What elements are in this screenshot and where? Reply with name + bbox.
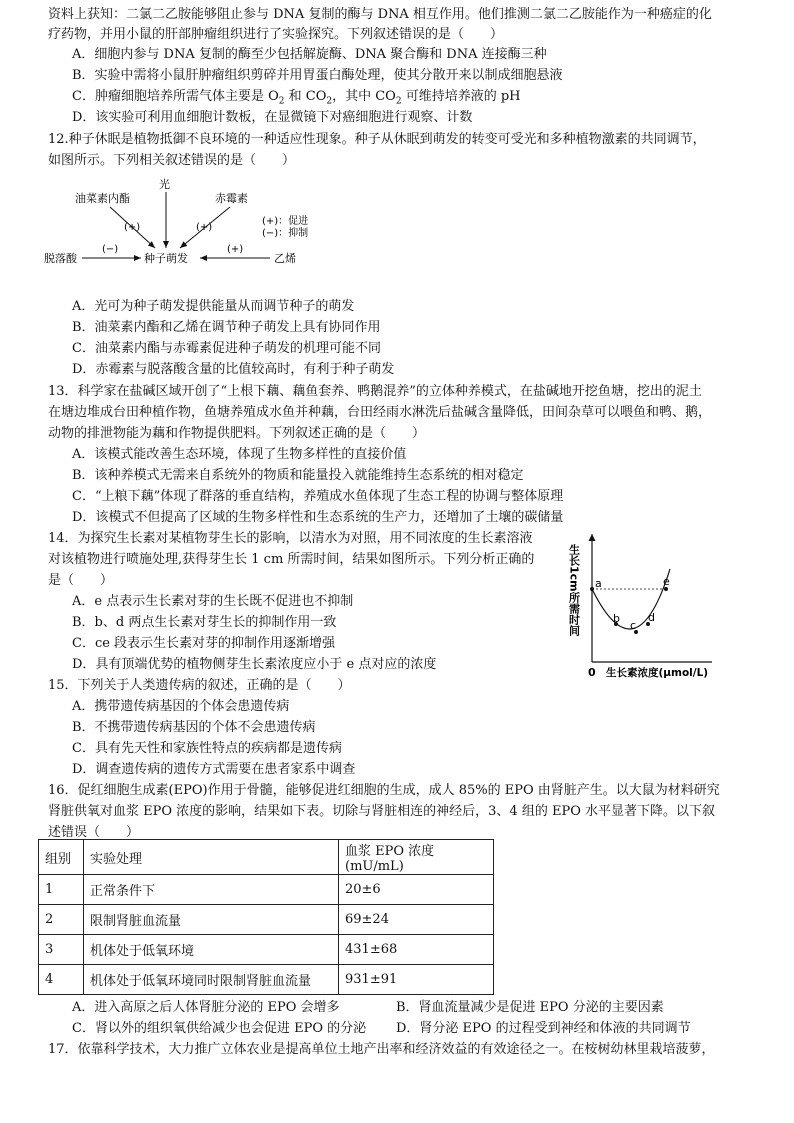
q11-c-part3: ，其中 CO bbox=[332, 89, 396, 104]
table-cell: 4 bbox=[39, 965, 84, 995]
aba-label: 脱落酸 bbox=[44, 252, 77, 265]
q15-option-d[interactable]: D．调查遗传病的遗传方式需要在患者家系中调查 bbox=[72, 762, 356, 777]
q12-stem-line1: 12.种子休眠是植物抵御不良环境的一种适应性现象。种子从休眠到萌发的转变可受光和多种植物激素的共同调节， bbox=[48, 132, 706, 147]
q11-c-part1: C．肿瘤细胞培养所需气体主要是 O bbox=[72, 89, 279, 104]
table-cell: 431±68 bbox=[339, 935, 494, 965]
light-label: 光 bbox=[159, 178, 170, 191]
q16-stem-line2: 肾脏供氧对血浆 EPO 浓度的影响，结果如下表。切除与肾脏相连的神经后，3、4 组的 EPO 水平显著下降。以下叙 bbox=[48, 804, 715, 819]
sign-gibberellin: (+) bbox=[196, 222, 213, 233]
q16-option-c[interactable]: C．肾以外的组织氧供给减少也会促进 EPO 的分泌 bbox=[72, 1021, 367, 1036]
table-row bbox=[39, 965, 494, 995]
origin-label: 0 bbox=[588, 666, 596, 678]
legend-promote: (+)：促进 bbox=[262, 216, 309, 227]
table-cell: 3 bbox=[39, 935, 84, 965]
q12-option-c[interactable]: C．油菜素内酯与赤霉素促进种子萌发的机理可能不同 bbox=[72, 341, 381, 356]
q13-option-a[interactable]: A．该模式能改善生态环境，体现了生物多样性的直接价值 bbox=[72, 447, 407, 462]
q13-option-b[interactable]: B．该种养模式无需来自系统外的物质和能量投入就能维持生态系统的相对稳定 bbox=[72, 468, 524, 483]
q12-option-b[interactable]: B．油菜素内酯和乙烯在调节种子萌发上具有协同作用 bbox=[72, 320, 381, 335]
table-row bbox=[39, 875, 494, 905]
q12-stem-line2: 如图所示。下列相关叙述错误的是（ ） bbox=[48, 153, 296, 168]
q11-option-a[interactable]: A．细胞内参与 DNA 复制的酶至少包括解旋酶、DNA 聚合酶和 DNA 连接酶三种 bbox=[72, 47, 547, 62]
header-group: 组别 bbox=[39, 840, 84, 875]
germination-label: 种子萌发 bbox=[144, 252, 188, 265]
q11-stem-line2: 疗药物，并用小鼠的肝部肿瘤组织进行了实验探究。下列叙述错误的是（ ） bbox=[48, 27, 504, 42]
q16-stem-line1: 16．促红细胞生成素(EPO)作用于骨髓，能够促进红细胞的生成，成人 85%的 EPO 由肾脏产生。以大鼠为材料研究 bbox=[48, 783, 720, 798]
q16-option-a[interactable]: A．进入高原之后人体肾脏分泌的 EPO 会增多 bbox=[72, 1000, 340, 1015]
q12-option-a[interactable]: A．光可为种子萌发提供能量从而调节种子的萌发 bbox=[72, 299, 355, 314]
q11-option-c[interactable] bbox=[72, 87, 758, 107]
ethylene-label: 乙烯 bbox=[274, 252, 296, 265]
q11-c-sub1: 2 bbox=[278, 96, 285, 107]
q11-c-sub2: 2 bbox=[326, 96, 333, 107]
q11-c-part4: 可维持培养液的 pH bbox=[401, 89, 521, 104]
table-row bbox=[39, 935, 494, 965]
q14-option-c[interactable]: C．ce 段表示生长素对芽的抑制作用逐渐增强 bbox=[72, 636, 336, 651]
header-epo: 血浆 EPO 浓度(mU/mL) bbox=[339, 840, 494, 875]
q16-option-d[interactable]: D．肾分泌 EPO 的过程受到神经和体液的共同调节 bbox=[396, 1021, 691, 1036]
q11-stem-line1: 资料上获知：二氯二乙胺能够阻止参与 DNA 复制的酶与 DNA 相互作用。他们推测二氯二乙胺能作为一种癌症的化 bbox=[48, 7, 712, 22]
q14-option-a[interactable]: A．e 点表示生长素对芽的生长既不促进也不抑制 bbox=[72, 594, 354, 609]
table-cell: 机体处于低氧环境同时限制肾脏血流量 bbox=[84, 965, 339, 995]
q11-option-b[interactable]: B．实验中需将小鼠肝肿瘤组织剪碎并用胃蛋白酶处理，使其分散开来以制成细胞悬液 bbox=[72, 68, 563, 83]
table-cell: 机体处于低氧环境 bbox=[84, 935, 339, 965]
q13-stem-line2: 在塘边堆成台田种植作物，鱼塘养殖成水鱼并种藕，台田经雨水淋洗后盐碱含量降低，田间杂草可以喂鱼和鸭、鹅， bbox=[48, 405, 712, 420]
table-cell: 20±6 bbox=[339, 875, 494, 905]
label-e: e bbox=[663, 575, 670, 588]
table-cell: 2 bbox=[39, 905, 84, 935]
table-cell: 931±91 bbox=[339, 965, 494, 995]
q16-stem-line3: 述错误（ ） bbox=[48, 825, 140, 840]
table-cell: 限制肾脏血流量 bbox=[84, 905, 339, 935]
q11-c-sub3: 2 bbox=[395, 96, 402, 107]
germination-diagram bbox=[40, 178, 340, 274]
point-a bbox=[590, 587, 594, 591]
table-cell: 1 bbox=[39, 875, 84, 905]
q14-stem-line2: 对该植物进行喷施处理,获得芽生长 1 cm 所需时间，结果如图所示。下列分析正确的 bbox=[48, 552, 535, 567]
table-row bbox=[39, 905, 494, 935]
q15-option-c[interactable]: C．具有先天性和家族性特点的疾病都是遗传病 bbox=[72, 741, 342, 756]
q13-option-d[interactable]: D．该模式不但提高了区域的生物多样性和生态系统的生产力，还增加了土壤的碳储量 bbox=[72, 510, 564, 525]
y-axis-label: 生长1cm所需时间 bbox=[567, 544, 581, 636]
q13-option-c[interactable]: C．“上粮下藕”体现了群落的垂直结构，养殖成水鱼体现了生态工程的协调与整体原理 bbox=[72, 489, 564, 504]
q14-stem-line3: 是（ ） bbox=[48, 573, 114, 588]
auxin-graph bbox=[566, 528, 716, 678]
q11-option-d[interactable]: D．该实验可利用血细胞计数板，在显微镜下对癌细胞进行观察、计数 bbox=[72, 110, 473, 125]
q17-stem-line1: 17．依靠科学技术，大力推广立体农业是提高单位土地产出率和经济效益的有效途径之一。在桉树幼林里栽培菠萝， bbox=[48, 1042, 715, 1057]
legend-inhibit: (−)：抑制 bbox=[262, 228, 309, 239]
label-c: c bbox=[630, 619, 637, 632]
q11-c-part2: 和 CO bbox=[284, 89, 327, 104]
table-header-row bbox=[39, 840, 494, 875]
q14-stem-line1: 14．为探究生长素对某植物芽生长的影响，以清水为对照，用不同浓度的生长素溶液 bbox=[48, 531, 533, 546]
brassinolide-label: 油菜素内酯 bbox=[75, 192, 130, 205]
table-cell: 正常条件下 bbox=[84, 875, 339, 905]
q14-option-d[interactable]: D．具有顶端优势的植物侧芽生长素浓度应小于 e 点对应的浓度 bbox=[72, 657, 437, 672]
q14-option-b[interactable]: B．b、d 两点生长素对芽生长的抑制作用一致 bbox=[72, 615, 337, 630]
table-cell: 69±24 bbox=[339, 905, 494, 935]
epo-table bbox=[38, 839, 494, 995]
q16-option-b[interactable]: B．肾血流量减少是促进 EPO 分泌的主要因素 bbox=[396, 1000, 664, 1015]
q13-stem-line1: 13．科学家在盐碱区域开创了“上根下藕、藕鱼套养、鸭鹅混养”的立体种养模式，在盐碱地开挖鱼塘，挖出的泥土 bbox=[48, 384, 702, 399]
x-axis-label: 生长素浓度(μmol/L) bbox=[606, 667, 709, 678]
q15-option-a[interactable]: A．携带遗传病基因的个体会患遗传病 bbox=[72, 699, 290, 714]
sign-brassinolide: (+) bbox=[124, 222, 141, 233]
gibberellin-label: 赤霉素 bbox=[215, 192, 248, 205]
q13-stem-line3: 动物的排泄物能为藕和作物提供肥料。下列叙述正确的是（ ） bbox=[48, 426, 426, 441]
label-a: a bbox=[595, 577, 602, 590]
label-d: d bbox=[648, 611, 655, 624]
q12-option-d[interactable]: D．赤霉素与脱落酸含量的比值较高时，有利于种子萌发 bbox=[72, 362, 395, 377]
sign-aba: (−) bbox=[102, 244, 119, 255]
label-b: b bbox=[613, 612, 620, 625]
sign-ethylene: (+) bbox=[227, 244, 244, 255]
q15-option-b[interactable]: B．不携带遗传病基因的个体不会患遗传病 bbox=[72, 720, 316, 735]
q15-stem: 15．下列关于人类遗传病的叙述，正确的是（ ） bbox=[48, 678, 351, 693]
header-treatment: 实验处理 bbox=[84, 840, 339, 875]
